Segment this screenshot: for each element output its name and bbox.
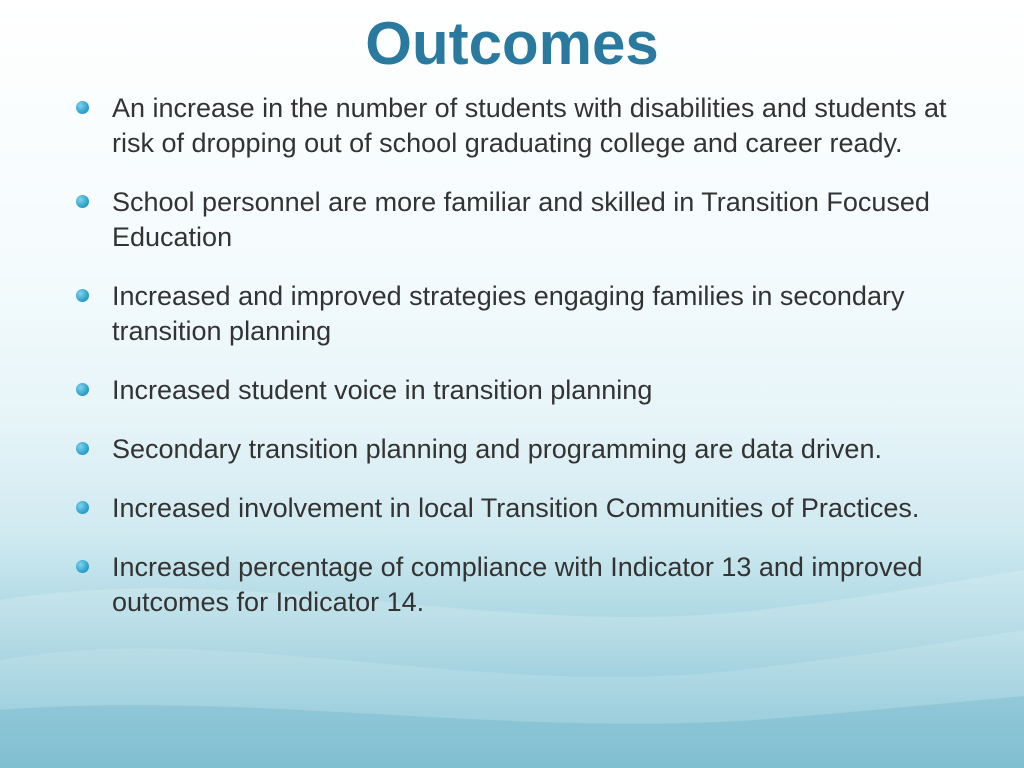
- list-item: [0, 279, 1024, 349]
- round-bullet-icon: [76, 289, 89, 302]
- round-bullet-icon: [76, 101, 89, 114]
- bullet-text: Increased percentage of compliance with Indicator 13 and improved outcomes for Indicator 14.: [112, 552, 923, 617]
- list-item: [0, 185, 1024, 255]
- list-item: [0, 491, 1024, 526]
- round-bullet-icon: [76, 383, 89, 396]
- bullet-text: An increase in the number of students with disabilities and students at risk of dropping out of school graduating college and career ready.: [112, 93, 947, 158]
- list-item: [0, 91, 1024, 161]
- list-item: [0, 550, 1024, 620]
- bullet-text: Increased involvement in local Transition Communities of Practices.: [112, 493, 920, 523]
- round-bullet-icon: [76, 195, 89, 208]
- round-bullet-icon: [76, 560, 89, 573]
- bullet-text: School personnel are more familiar and skilled in Transition Focused Education: [112, 187, 930, 252]
- list-item: [0, 432, 1024, 467]
- round-bullet-icon: [76, 501, 89, 514]
- bullet-list: [0, 91, 1024, 644]
- bullet-text: Increased student voice in transition planning: [112, 375, 653, 405]
- slide-title: Outcomes: [365, 10, 659, 77]
- round-bullet-icon: [76, 442, 89, 455]
- bullet-text: Secondary transition planning and programming are data driven.: [112, 434, 882, 464]
- bullet-text: Increased and improved strategies engaging families in secondary transition planning: [112, 281, 905, 346]
- list-item: [0, 373, 1024, 408]
